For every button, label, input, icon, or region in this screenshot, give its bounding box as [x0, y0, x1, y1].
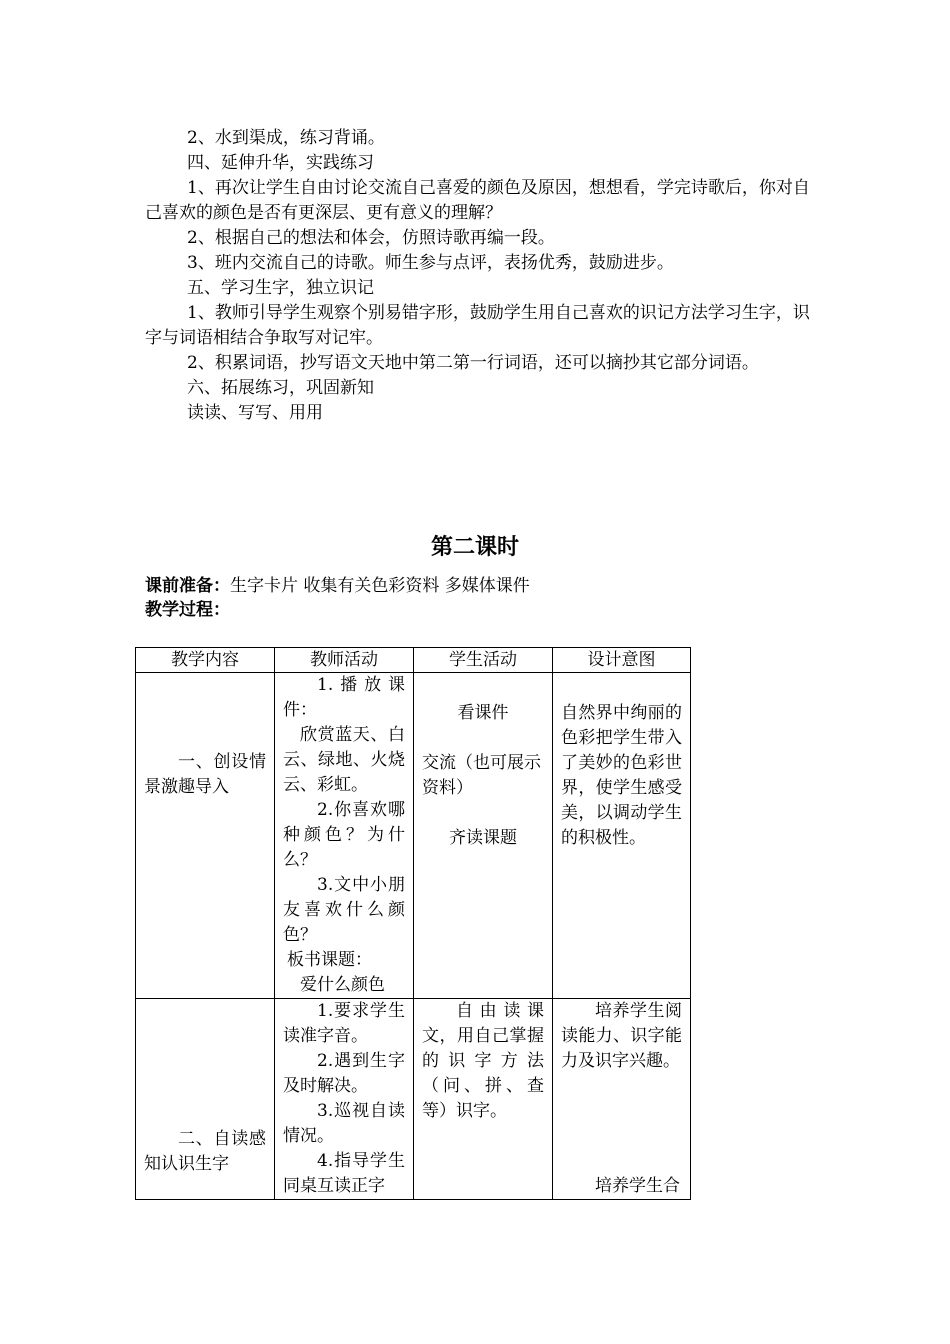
paragraph: 3、班内交流自己的诗歌。师生参与点评，表扬优秀，鼓励进步。 — [187, 253, 674, 273]
row1-intent: 自然界中绚丽的色彩把学生带入了美妙的色彩世界，使学生感受美，以调动学生的积极性。 — [561, 703, 682, 848]
section-title: 第二课时 — [430, 535, 519, 560]
row1-teacher-4: 3.文中小朋友喜欢什么颜色？ — [283, 875, 405, 945]
row1-teacher-5: 板书课题： — [287, 950, 372, 970]
row1-teacher-3: 2.你喜欢哪种颜色？为什么？ — [283, 800, 405, 870]
row2-content: 二、自读感知认识生字 — [144, 1129, 266, 1174]
row1-teacher-6: 爱什么颜色 — [300, 975, 385, 995]
paragraph: 2、积累词语，抄写语文天地中第二第一行词语，还可以摘抄其它部分词语。 — [187, 353, 759, 373]
table-row — [136, 673, 691, 999]
process-label-text: 教学过程： — [145, 600, 230, 620]
table-row — [136, 999, 691, 1200]
paragraph: 四、延伸升华，实践练习 — [187, 153, 374, 173]
row2-student: 自由读课文，用自己掌握的识字方法（问、拼、查等）识字。 — [422, 1001, 544, 1121]
row2-intent-1: 培养学生阅读能力、识字能力及识字兴趣。 — [561, 1001, 682, 1071]
paragraph: 2、水到渠成，练习背诵。 — [187, 128, 385, 148]
row1-teacher-1: 1.播放课件： — [283, 675, 405, 720]
paragraph: 2、根据自己的想法和体会，仿照诗歌再编一段。 — [187, 228, 555, 248]
row1-student-1: 看课件 — [457, 703, 509, 723]
row2-teacher-2: 2.遇到生字及时解决。 — [283, 1051, 405, 1096]
prep-value: 生字卡片 收集有关色彩资料 多媒体课件 — [230, 576, 530, 596]
paragraph: 五、学习生字，独立识记 — [187, 278, 374, 298]
row1-intent-cell — [553, 673, 691, 999]
row1-student-cell — [414, 673, 553, 999]
row2-intent-cell — [553, 999, 691, 1200]
prep-label: 课前准备： — [145, 576, 230, 596]
row2-student-cell — [414, 999, 553, 1200]
header-intent: 设计意图 — [553, 648, 691, 673]
process-label — [145, 598, 230, 622]
table-header-row — [136, 648, 691, 673]
row2-teacher-1: 1.要求学生读准字音。 — [283, 1001, 405, 1046]
header-student: 学生活动 — [414, 648, 553, 673]
row1-student-2: 交流（也可展示资料） — [422, 753, 541, 798]
row1-content-cell — [136, 673, 275, 999]
row2-content-cell — [136, 999, 275, 1200]
paragraph: 1、教师引导学生观察个别易错字形，鼓励学生用自己喜欢的识记方法学习生字，识字与词语相结合争取写对记牢。 — [145, 303, 810, 348]
row1-teacher-2: 欣赏蓝天、白云、绿地、火烧云、彩虹。 — [283, 725, 405, 795]
row2-intent-2: 培养学生合 — [595, 1176, 680, 1196]
header-teacher: 教师活动 — [275, 648, 414, 673]
row1-student-3: 齐读课题 — [449, 828, 517, 848]
row2-teacher-cell — [275, 999, 414, 1200]
paragraph: 六、拓展练习，巩固新知 — [187, 378, 374, 398]
row2-teacher-3: 3.巡视自读情况。 — [283, 1101, 405, 1146]
prep-line — [145, 574, 530, 598]
row1-teacher-cell — [275, 673, 414, 999]
paragraph: 1、再次让学生自由讨论交流自己喜爱的颜色及原因，想想看，学完诗歌后，你对自己喜欢的颜色是否有更深层、更有意义的理解？ — [145, 178, 810, 223]
lesson-table — [135, 647, 691, 1200]
paragraph: 读读、写写、用用 — [187, 403, 323, 423]
header-content: 教学内容 — [136, 648, 275, 673]
row1-content: 一、创设情景激趣导入 — [144, 752, 266, 797]
row2-teacher-4: 4.指导学生同桌互读正字 — [283, 1151, 405, 1196]
